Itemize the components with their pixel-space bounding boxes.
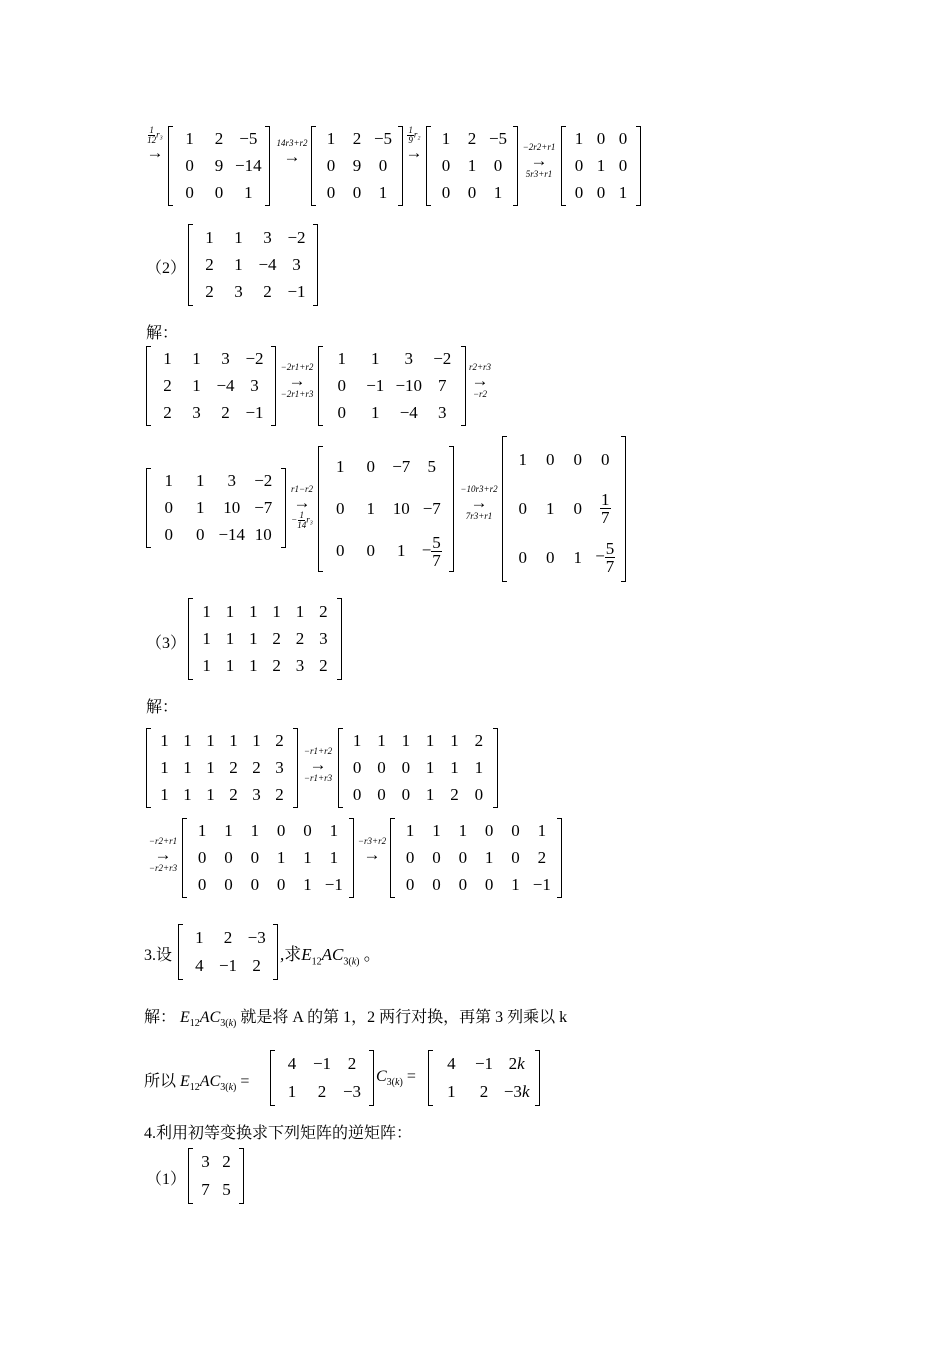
matrix-cell: 1: [366, 499, 375, 518]
matrix-cell: −1: [287, 282, 306, 302]
matrix-cell: 1: [160, 784, 169, 804]
matrix-cell: 10: [223, 497, 241, 517]
matrix-cell: 2: [223, 928, 233, 947]
matrix-cell: 1: [441, 129, 451, 149]
matrix-cell: 2: [467, 129, 477, 149]
matrix-cell: 1: [405, 821, 415, 841]
matrix-cell: 2: [352, 129, 362, 149]
matrix-cell: −7: [422, 499, 441, 518]
matrix-cell: 1: [432, 821, 441, 841]
row-op-label: −r3+r2 →: [354, 836, 390, 863]
matrix-cell: 0: [185, 155, 194, 175]
matrix-cell: 3: [319, 628, 328, 648]
arrow-icon: →: [288, 371, 306, 390]
matrix-cell: 1: [185, 129, 194, 149]
arrow-icon: →: [154, 845, 172, 864]
matrix-cell: 2: [205, 254, 214, 274]
matrix-cell: 2: [252, 757, 261, 777]
matrix-cell: 1: [401, 731, 411, 751]
matrix-cell: 0: [546, 547, 555, 567]
matrix-cell: 0: [164, 524, 173, 544]
matrix-cell: 1: [229, 731, 238, 751]
row-op-label: $\frac{1}{9}$ r₂ →: [403, 126, 425, 161]
matrix-cell: 2: [474, 731, 484, 751]
matrix-cell: 0: [337, 375, 346, 395]
matrix-cell: 3: [295, 656, 305, 676]
matrix-cell: 0: [224, 874, 233, 894]
matrix-cell: 0: [518, 547, 527, 567]
matrix-cell: 0: [197, 847, 207, 867]
matrix-cell: 0: [618, 129, 628, 149]
matrix-cell: 1: [397, 541, 406, 560]
matrix-cell: 1: [493, 182, 503, 202]
matrix-cell: 1: [192, 375, 201, 395]
matrix-cell: −2: [254, 471, 273, 491]
matrix-cell: −5: [373, 129, 393, 149]
matrix-cell: 0: [250, 847, 260, 867]
matrix-cell: 1: [225, 601, 235, 621]
matrix-cell: −7: [392, 457, 411, 476]
matrix-2c: [146, 468, 286, 548]
matrix-cell: 1: [546, 498, 555, 518]
matrix-cell: 1: [196, 497, 205, 517]
matrix-1b: [311, 126, 403, 206]
matrix-cell: 0: [441, 182, 451, 202]
matrix-cell: 0: [511, 847, 520, 867]
matrix-cell: 2: [450, 784, 459, 804]
row-op-label: 14r3+r2 →: [273, 138, 311, 165]
matrix-cell: 1: [196, 471, 205, 491]
matrix-cell: 0: [336, 541, 345, 560]
matrix-cell: 1: [329, 821, 339, 841]
row-op-label: −2r2+r1 → 5r3+r1: [519, 142, 559, 180]
matrix-cell: 1: [337, 349, 346, 369]
matrix-cell: −3k: [503, 1082, 530, 1101]
matrix-cell: 1: [234, 254, 243, 274]
matrix-cell: 0: [326, 155, 336, 175]
matrix-cell: −1: [312, 1054, 332, 1073]
matrix-cell: 2: [205, 282, 214, 302]
matrix-cell: −4: [399, 402, 418, 422]
matrix-cell: 2: [317, 1082, 327, 1101]
matrix-cell: 1: [202, 628, 211, 648]
matrix-cell: −10: [395, 375, 423, 395]
matrix-cell: 1: [618, 182, 628, 202]
matrix-cell: 1: [458, 821, 468, 841]
matrix-cell: 0: [573, 450, 582, 470]
matrix-cell: 1: [163, 349, 172, 369]
matrix-cell: −1: [245, 402, 264, 422]
problem-label-4-1: （1）: [146, 1171, 187, 1188]
problem-label-2: （2）: [146, 260, 187, 277]
matrix-cell: 1: [206, 757, 215, 777]
matrix-cell: 0: [377, 784, 386, 804]
matrix-cell: 1: [206, 784, 215, 804]
matrix-cell: 2: [229, 757, 238, 777]
matrix-cell: 0: [596, 129, 606, 149]
matrix-cell: 1: [518, 450, 527, 470]
matrix-cell: 0: [432, 874, 441, 894]
matrix-cell: 3: [227, 471, 236, 491]
matrix-cell: 1: [574, 129, 584, 149]
matrix-q3b: [270, 1050, 374, 1106]
matrix-cell: 2: [252, 956, 261, 975]
row-op-label: −2r1+r2 → −2r1+r3: [276, 362, 318, 400]
matrix-cell: 0: [484, 821, 494, 841]
matrix-1a: [168, 126, 270, 206]
matrix-cell: 0: [474, 784, 484, 804]
matrix-cell: 1: [596, 155, 606, 175]
matrix-2d: [318, 446, 454, 572]
matrix-cell: 1: [326, 129, 336, 149]
arrow-icon: →: [283, 147, 301, 166]
matrix-cell: 10: [254, 524, 272, 544]
matrix-cell: −5: [488, 129, 508, 149]
matrix-cell: 1: [287, 1082, 297, 1101]
matrix-cell: 2: [295, 628, 305, 648]
matrix-cell: 2: [214, 129, 224, 149]
matrix-cell: 4: [287, 1054, 297, 1073]
matrix-cell: 1: [329, 847, 339, 867]
matrix-cell: −1: [474, 1054, 494, 1073]
matrix-cell: 0: [596, 182, 606, 202]
matrix-cell: 4: [447, 1054, 456, 1073]
matrix-cell: 1: [252, 731, 261, 751]
matrix-cell: 0: [401, 757, 411, 777]
matrix-cell: $\frac{1}{7}$: [601, 490, 610, 528]
matrix-cell: 3: [252, 784, 261, 804]
matrix-3b: [338, 728, 498, 808]
matrix-cell: 0: [352, 182, 362, 202]
row-op-label: r2+r3 → −r2: [466, 362, 494, 400]
problem-3-suffix: ,求$E_{12}AC_{3(k)}$ 。: [280, 945, 381, 968]
arrow-icon: →: [470, 493, 488, 512]
matrix-cell: −3: [247, 928, 266, 947]
matrix-cell: −2: [245, 349, 264, 369]
matrix-cell: 0: [366, 457, 375, 476]
matrix-cell: 2: [163, 402, 172, 422]
matrix-cell: 1: [450, 731, 459, 751]
matrix-2e: [502, 436, 626, 582]
matrix-cell: 2: [221, 402, 230, 422]
matrix-cell: 0: [574, 155, 584, 175]
matrix-cell: 1: [303, 874, 312, 894]
matrix-cell: 0: [214, 182, 224, 202]
matrix-cell: 3: [292, 254, 301, 274]
matrix-cell: 7: [201, 1180, 210, 1199]
matrix-cell: 0: [458, 874, 468, 894]
matrix-cell: −5: [239, 129, 258, 149]
matrix-cell: 1: [276, 847, 286, 867]
matrix-cell: 0: [326, 182, 336, 202]
matrix-cell: 1: [303, 847, 312, 867]
matrix-cell: 0: [401, 784, 411, 804]
matrix-cell: − $\frac{5}{7}$: [421, 532, 441, 570]
matrix-cell: 0: [276, 821, 286, 841]
matrix-cell: −4: [258, 254, 277, 274]
matrix-cell: 10: [392, 499, 410, 518]
matrix-cell: 1: [224, 821, 233, 841]
matrix-cell: 2: [275, 731, 284, 751]
matrix-cell: 0: [378, 155, 388, 175]
matrix-cell: 1: [537, 821, 547, 841]
matrix-cell: 1: [225, 656, 235, 676]
matrix-cell: 0: [366, 541, 375, 560]
solution-label: 解：: [146, 699, 179, 716]
matrix-cell: 0: [546, 450, 555, 470]
matrix-cell: 3: [234, 282, 243, 302]
matrix-cell: 2: [222, 1152, 231, 1171]
row-op-label: −10r3+r2 → 7r3+r1: [456, 484, 502, 522]
matrix-cell: 1: [467, 155, 477, 175]
matrix-cell: 0: [405, 874, 415, 894]
matrix-cell: 3: [192, 402, 201, 422]
matrix-cell: 0: [276, 874, 286, 894]
matrix-cell: 1: [164, 471, 173, 491]
matrix-3a: [146, 728, 298, 808]
matrix-cell: 5: [427, 457, 436, 476]
matrix-cell: 0: [618, 155, 628, 175]
matrix-cell: 1: [474, 757, 484, 777]
matrix-cell: 0: [377, 757, 386, 777]
matrix-cell: −1: [532, 874, 551, 894]
matrix-cell: 1: [249, 601, 258, 621]
problem-label-3: （3）: [146, 635, 187, 652]
matrix-cell: 0: [573, 498, 582, 518]
matrix-cell: 3: [201, 1152, 210, 1171]
matrix-cell: 1: [352, 731, 362, 751]
matrix-cell: 1: [511, 874, 520, 894]
matrix-cell: 2: [272, 656, 281, 676]
matrix-cell: −2: [287, 227, 306, 247]
matrix-cell: 1: [371, 349, 380, 369]
matrix-cell: 0: [224, 847, 233, 867]
matrix-cell: 1: [206, 731, 215, 751]
matrix-3: [188, 598, 342, 680]
matrix-cell: −7: [254, 497, 273, 517]
matrix-cell: 2: [537, 847, 547, 867]
matrix-cell: 1: [573, 547, 582, 567]
matrix-cell: 7: [438, 375, 447, 395]
matrix-cell: 0: [185, 182, 194, 202]
arrow-icon: →: [309, 755, 327, 774]
matrix-cell: 0: [441, 155, 451, 175]
matrix-3c: [182, 818, 354, 898]
matrix-cell: 5: [222, 1180, 231, 1199]
arrow-icon: →: [471, 371, 489, 390]
matrix-cell: 0: [601, 450, 610, 470]
matrix-cell: 1: [195, 928, 204, 947]
matrix-cell: 1: [250, 821, 260, 841]
matrix-cell: 1: [192, 349, 201, 369]
matrix-1c: [426, 126, 518, 206]
matrix-q3: [178, 924, 278, 980]
matrix-cell: 3: [221, 349, 230, 369]
matrix-cell: 0: [197, 874, 207, 894]
matrix-cell: 0: [467, 182, 477, 202]
matrix-cell: 2: [347, 1054, 357, 1073]
matrix-cell: 1: [160, 731, 169, 751]
matrix-cell: 2: [229, 784, 238, 804]
matrix-3d: [390, 818, 562, 898]
matrix-cell: 1: [234, 227, 243, 247]
matrix-cell: 0: [405, 847, 415, 867]
matrix-cell: 3: [275, 757, 284, 777]
matrix-cell: 3: [404, 349, 413, 369]
matrix-cell: 1: [425, 784, 435, 804]
problem-3-solution: 解： $E_{12}AC_{3(k)}$ 就是将 A 的第 1，2 两行对换，再第 3 列乘以 k: [144, 1009, 568, 1030]
matrix-cell: 1: [205, 227, 214, 247]
matrix-cell: 0: [352, 757, 362, 777]
matrix-cell: 1: [249, 656, 258, 676]
matrix-cell: 1: [183, 731, 192, 751]
matrix-cell: 0: [303, 821, 312, 841]
matrix-cell: 1: [371, 402, 380, 422]
matrix-cell: 0: [574, 182, 584, 202]
matrix-4-1: [188, 1148, 244, 1204]
matrix-cell: 2k: [508, 1054, 525, 1073]
matrix-cell: 2: [319, 656, 328, 676]
problem-4-title: 4.利用初等变换求下列矩阵的逆矩阵：: [144, 1125, 413, 1142]
matrix-cell: 0: [336, 499, 345, 518]
matrix-cell: 0: [250, 874, 260, 894]
matrix-cell: 2: [272, 628, 281, 648]
row-op-label: −r2+r1 → −r2+r3: [144, 836, 182, 874]
matrix-cell: 1: [450, 757, 459, 777]
matrix-cell: 9: [352, 155, 362, 175]
matrix-cell: − $\frac{5}{7}$: [595, 539, 615, 577]
matrix-cell: 3: [263, 227, 272, 247]
matrix-cell: 1: [183, 784, 192, 804]
matrix-cell: 1: [202, 601, 211, 621]
matrix-cell: 0: [196, 524, 205, 544]
arrow-icon: →: [530, 151, 548, 170]
matrix-cell: 1: [272, 601, 281, 621]
matrix-cell: 0: [518, 498, 527, 518]
matrix-cell: 1: [425, 757, 435, 777]
matrix-2a: [146, 346, 276, 426]
matrix-cell: 1: [244, 182, 253, 202]
problem-3-prefix: 3.设: [144, 947, 173, 964]
matrix-cell: 0: [511, 821, 520, 841]
matrix-cell: 1: [249, 628, 258, 648]
matrix-cell: 0: [458, 847, 468, 867]
matrix-cell: 1: [378, 182, 388, 202]
matrix-cell: 0: [493, 155, 503, 175]
matrix-cell: 0: [432, 847, 441, 867]
matrix-cell: 1: [197, 821, 207, 841]
matrix-cell: −1: [324, 874, 343, 894]
matrix-2b: [318, 346, 466, 426]
matrix-cell: 3: [250, 375, 259, 395]
matrix-cell: −14: [235, 155, 262, 175]
solution-label: 解：: [146, 325, 179, 342]
arrow-icon: →: [405, 143, 423, 162]
matrix-cell: 2: [319, 601, 328, 621]
problem-3-result: 所以 $E_{12}AC_{3(k)}$ =: [144, 1073, 250, 1094]
matrix-cell: 0: [164, 497, 173, 517]
row-op-label: −r1+r2 → −r1+r3: [298, 746, 338, 784]
matrix-1d: [561, 126, 641, 206]
matrix-cell: 2: [263, 282, 272, 302]
matrix-cell: 0: [352, 784, 362, 804]
matrix-cell: 1: [377, 731, 386, 751]
matrix-cell: 9: [214, 155, 224, 175]
matrix-cell: −14: [218, 524, 246, 544]
row-op-label: $\frac{1}{12}$ r₃ →: [144, 126, 166, 161]
matrix-cell: −3: [342, 1082, 362, 1101]
matrix-cell: 0: [337, 402, 346, 422]
matrix-cell: 2: [479, 1082, 489, 1101]
matrix-cell: −1: [366, 375, 385, 395]
matrix-cell: 2: [163, 375, 172, 395]
matrix-cell: 1: [202, 656, 211, 676]
arrow-icon: →: [293, 493, 311, 512]
c-matrix-label: $C_{3(k)}$ =: [376, 1068, 416, 1089]
matrix-q3c: [428, 1050, 540, 1106]
matrix-cell: 1: [225, 628, 235, 648]
matrix-cell: 2: [275, 784, 284, 804]
matrix-cell: 3: [438, 402, 447, 422]
matrix-cell: 1: [336, 457, 345, 476]
matrix-cell: 1: [447, 1082, 456, 1101]
matrix-cell: 1: [425, 731, 435, 751]
matrix-cell: 4: [195, 956, 204, 975]
matrix-cell: −1: [218, 956, 238, 975]
row-op-symbol: r₃: [156, 129, 163, 140]
matrix-2: [188, 224, 318, 306]
arrow-icon: →: [363, 845, 381, 864]
matrix-cell: −4: [216, 375, 235, 395]
matrix-cell: 1: [484, 847, 494, 867]
matrix-cell: −2: [433, 349, 452, 369]
matrix-cell: 1: [295, 601, 305, 621]
arrow-icon: →: [146, 143, 164, 162]
row-op-label: r1−r2 → − $\frac{1}{14}$ r₃: [286, 484, 318, 530]
matrix-cell: 0: [484, 874, 494, 894]
matrix-cell: 1: [183, 757, 192, 777]
matrix-cell: 1: [160, 757, 169, 777]
